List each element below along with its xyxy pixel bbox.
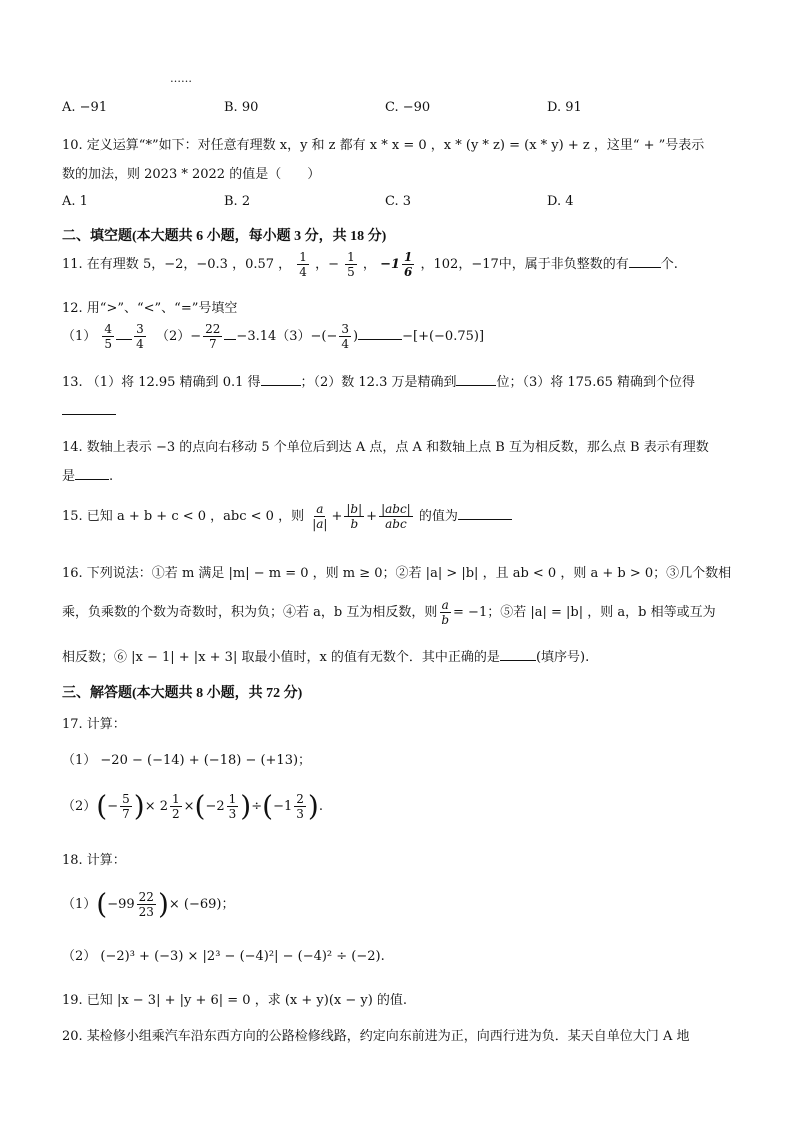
q19: 19. 已知 |x − 3| + |y + 6| = 0 ，求 (x + y)(x − y) 的值.: [62, 993, 408, 1008]
answer-blank[interactable]: [62, 402, 116, 415]
section-2-heading: 二、填空题(本大题共 6 小题，每小题 3 分，共 18 分): [62, 229, 387, 244]
fraction: $\frac{5}{7}$: [122, 792, 130, 821]
q14-line2: 是 .: [62, 469, 114, 484]
answer-blank[interactable]: [261, 373, 301, 386]
q18-title: 18. 计算：: [62, 853, 126, 868]
q13-blank-line: [62, 402, 116, 419]
q17-part1: （1） −20 − (−14) + (−18) − (+13)；: [62, 753, 312, 768]
q12-title: 12. 用“>”、“<”、“=”号填空: [62, 301, 238, 316]
q18-part2: （2） (−2)³ + (−3) × |2³ − (−4)²| − (−4)² ÷ (−2).: [62, 949, 385, 964]
answer-blank[interactable]: [224, 327, 236, 340]
fraction: $\frac{22}{23}$: [138, 890, 154, 919]
q18-part1: （1）(−99 $\frac{22}{23}$ )× (−69)；: [62, 887, 235, 921]
fraction: $\frac{\text{|abc|}}{\text{abc}}$: [381, 502, 411, 531]
q11: 11. 在有理数 5，−2，−0.3 ，0.57 ， $\frac{1}{4}$ ，− $\frac{1}{5}$ ， −1 $\frac{1}{6}$ ，102，−17中，属于非负整数的有 个.: [62, 250, 678, 279]
answer-blank[interactable]: [456, 373, 496, 386]
answer-blank[interactable]: [116, 327, 132, 340]
fraction: $\frac{1}{5}$: [347, 250, 355, 279]
fraction: $\frac{3}{4}$: [136, 322, 144, 351]
fraction: $\frac{2}{3}$: [296, 792, 304, 821]
q16-line2: 乘，负乘数的个数为奇数时，积为负；④若 a，b 互为相反数，则 $\frac{a}{b}$ = −1；⑤若 |a| = |b| ，则 a，b 相等或互为: [62, 598, 716, 627]
q10-line1: 10. 定义运算“*”如下：对任意有理数 x，y 和 z 都有 x * x = 0 ，x * (y * z) = (x * y) + z ，这里“ + ”号表示: [62, 138, 705, 153]
q15: 15. 已知 a + b + c < 0 ，abc < 0 ，则 $\frac{a}{|a|}$ + $\frac{|b|}{b}$ + $\frac{\text{|abc|}}{\text{abc}}$ 的值为: [62, 502, 512, 531]
fraction: $\frac{a}{b}$: [441, 598, 450, 627]
fraction: $\frac{1}{2}$: [172, 792, 180, 821]
fraction: $\frac{a}{|a|}$: [312, 502, 328, 531]
answer-blank[interactable]: [358, 327, 402, 340]
q10-line2: 数的加法，则 2023 * 2022 的值是（ ）: [62, 167, 321, 182]
q9-option-c: C. −90: [385, 100, 431, 115]
q10-option-d: D. 4: [547, 194, 574, 209]
fraction: $\frac{|b|}{b}$: [346, 502, 363, 531]
q17-part2: （2）(− $\frac{5}{7}$ )× 2 $\frac{1}{2}$ ×(−2 $\frac{1}{3}$ )÷(−1 $\frac{2}{3}$ ).: [62, 789, 323, 823]
q10-option-c: C. 3: [385, 194, 412, 209]
fraction: $\frac{1}{6}$: [404, 250, 413, 279]
ellipsis: ……: [170, 72, 192, 85]
fraction: $\frac{22}{7}$: [205, 322, 221, 351]
fraction: $\frac{4}{5}$: [104, 322, 113, 351]
fraction: $\frac{3}{4}$: [341, 322, 350, 351]
q13: 13. （1）将 12.95 精确到 0.1 得 ；（2）数 12.3 万是精确到 位；（3）将 175.65 精确到个位得: [62, 375, 696, 390]
answer-blank[interactable]: [458, 507, 512, 520]
q9-option-a: A. −91: [62, 100, 108, 115]
fraction: $\frac{1}{3}$: [228, 792, 237, 821]
q14-line1: 14. 数轴上表示 −3 的点向右移动 5 个单位后到达 A 点，点 A 和数轴上点 B 互为相反数，那么点 B 表示有理数: [62, 440, 709, 455]
section-3-heading: 三、解答题(本大题共 8 小题，共 72 分): [62, 686, 303, 701]
q20: 20. 某检修小组乘汽车沿东西方向的公路检修线路，约定向东前进为正，向西行进为负．某天自单位大门 A 地: [62, 1029, 690, 1044]
answer-blank[interactable]: [629, 255, 661, 268]
q16-line1: 16. 下列说法：①若 m 满足 |m| − m = 0 ，则 m ≥ 0；②若 |a| > |b| ，且 ab < 0 ，则 a + b > 0；③几个数相: [62, 566, 732, 581]
q12-parts: （1） $\frac{4}{5}$ $\frac{3}{4}$ （2）− $\frac{22}{7}$ −3.14（3）−(− $\frac{3}{4}$ ) −[+(−0.75)]: [62, 322, 485, 351]
q10-option-a: A. 1: [62, 194, 88, 209]
fraction: $\frac{1}{4}$: [299, 250, 307, 279]
answer-blank[interactable]: [75, 467, 109, 480]
q11-text: 11. 在有理数 5，−2，−0.3 ，0.57 ，: [62, 257, 292, 272]
answer-blank[interactable]: [500, 648, 536, 661]
q16-line3: 相反数；⑥ |x − 1| + |x + 3| 取最小值时，x 的值有无数个．其中正确的是 (填序号).: [62, 650, 590, 665]
q17-title: 17. 计算：: [62, 717, 126, 732]
q10-option-b: B. 2: [224, 194, 251, 209]
q9-option-d: D. 91: [547, 100, 582, 115]
q9-option-b: B. 90: [224, 100, 259, 115]
